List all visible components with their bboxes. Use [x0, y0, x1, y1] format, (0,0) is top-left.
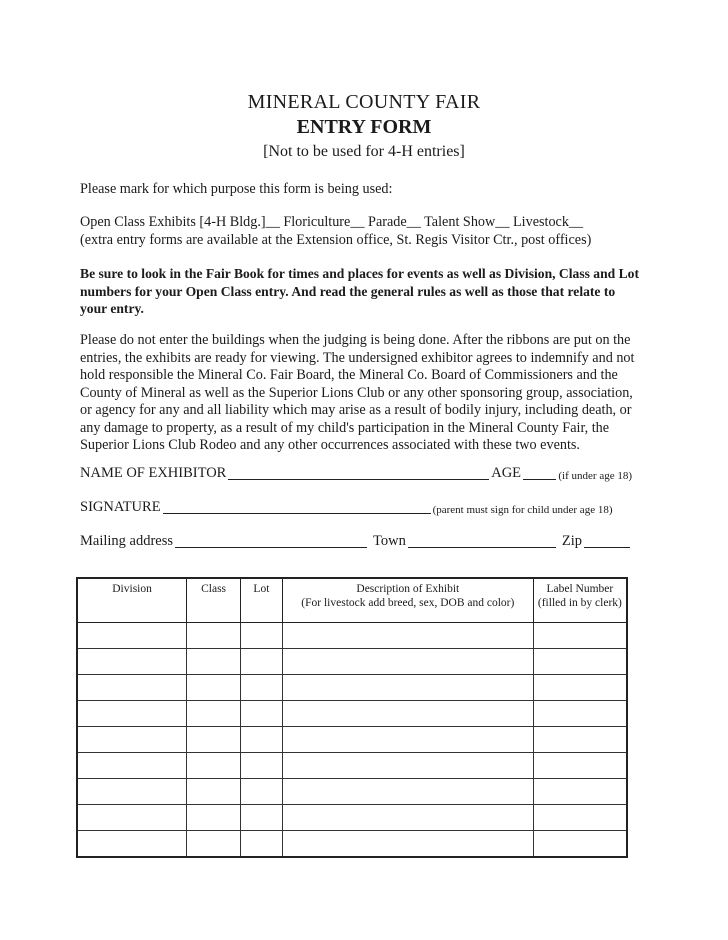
- cell-class[interactable]: [187, 831, 241, 858]
- cell-label-number[interactable]: [533, 805, 627, 831]
- cell-description[interactable]: [282, 623, 533, 649]
- town-field[interactable]: [408, 533, 556, 548]
- cell-description[interactable]: [282, 675, 533, 701]
- table-row: [77, 649, 627, 675]
- fair-book-notice: Be sure to look in the Fair Book for times and places for events as well as Division, Class and Lot numbers for your Open Class entry. And read the general rules as well as those that relate to your entry.: [80, 266, 640, 316]
- cell-label-number[interactable]: [533, 649, 627, 675]
- purpose-prompt: Please mark for which purpose this form is being used:: [80, 181, 393, 197]
- cell-label-number[interactable]: [533, 727, 627, 753]
- cell-description[interactable]: [282, 727, 533, 753]
- cell-class[interactable]: [187, 701, 241, 727]
- cell-class[interactable]: [187, 779, 241, 805]
- col-description-title: Description of Exhibit: [356, 583, 460, 595]
- cell-label-number[interactable]: [533, 779, 627, 805]
- zip-field[interactable]: [584, 533, 630, 548]
- cell-description[interactable]: [282, 779, 533, 805]
- cell-lot[interactable]: [240, 649, 282, 675]
- table-row: [77, 805, 627, 831]
- cell-division[interactable]: [77, 727, 187, 753]
- col-label-title: Label Number: [546, 583, 614, 595]
- cell-lot[interactable]: [240, 701, 282, 727]
- cell-description[interactable]: [282, 701, 533, 727]
- cell-division[interactable]: [77, 701, 187, 727]
- signature-note: (parent must sign for child under age 18): [432, 504, 613, 516]
- signature-label: SIGNATURE: [80, 499, 161, 515]
- cell-label-number[interactable]: [533, 753, 627, 779]
- table-row: [77, 753, 627, 779]
- col-description: [282, 578, 533, 623]
- cell-class[interactable]: [187, 623, 241, 649]
- col-class: Class: [187, 578, 241, 623]
- cell-lot[interactable]: [240, 753, 282, 779]
- availability-note: (extra entry forms are available at the Extension office, St. Regis Visitor Ctr., post offices): [80, 232, 592, 248]
- cell-division[interactable]: [77, 649, 187, 675]
- zip-label: Zip: [561, 533, 582, 549]
- cell-description[interactable]: [282, 831, 533, 858]
- table-row: [77, 675, 627, 701]
- exhibitor-name-field[interactable]: [228, 465, 489, 480]
- cell-division[interactable]: [77, 753, 187, 779]
- town-label: Town: [373, 533, 406, 549]
- cell-lot[interactable]: [240, 805, 282, 831]
- cell-label-number[interactable]: [533, 701, 627, 727]
- cell-lot[interactable]: [240, 831, 282, 858]
- col-label-note: (filled in by clerk): [537, 597, 622, 609]
- col-label-number: [533, 578, 627, 623]
- cell-division[interactable]: [77, 675, 187, 701]
- signature-row: [80, 496, 632, 516]
- age-field[interactable]: [523, 465, 556, 480]
- cell-lot[interactable]: [240, 779, 282, 805]
- liability-paragraph: Please do not enter the buildings when the judging is being done. After the ribbons are put on the entries, the exhibits are ready for viewing. The undersigned exhibitor agrees to indemnify and not hold responsible the Mineral Co. Fair Board, the Mineral Co. Board of Commissioners and the County of Mineral as well as the Superior Lions Club or any other sponsoring group, association, or agency for any and all liability which may arise as a result of bodily injury, including death, or any damage to property, as a result of my child's participation in the Mineral County Fair, the Superior Lions Club Rodeo and any other occurrences associated with these two events.: [80, 332, 635, 453]
- cell-lot[interactable]: [240, 727, 282, 753]
- age-note: (if under age 18): [558, 470, 632, 482]
- mailing-label: Mailing address: [80, 533, 174, 549]
- cell-class[interactable]: [187, 727, 241, 753]
- table-row: [77, 831, 627, 858]
- entry-table: [76, 577, 628, 858]
- cell-division[interactable]: [77, 831, 187, 858]
- form-note: [Not to be used for 4-H entries]: [263, 143, 465, 160]
- cell-label-number[interactable]: [533, 623, 627, 649]
- purpose-options: Open Class Exhibits [4-H Bldg.]__ Floriculture__ Parade__ Talent Show__ Livestock__: [80, 214, 584, 230]
- cell-description[interactable]: [282, 753, 533, 779]
- table-row: [77, 623, 627, 649]
- col-lot: Lot: [240, 578, 282, 623]
- fair-name: MINERAL COUNTY FAIR: [247, 91, 481, 113]
- table-row: [77, 727, 627, 753]
- table-row: [77, 701, 627, 727]
- cell-label-number[interactable]: [533, 831, 627, 858]
- cell-class[interactable]: [187, 649, 241, 675]
- form-header: [0, 90, 728, 164]
- form-title: ENTRY FORM: [296, 116, 432, 138]
- cell-division[interactable]: [77, 779, 187, 805]
- table-row: [77, 779, 627, 805]
- address-row: [80, 530, 632, 550]
- cell-description[interactable]: [282, 649, 533, 675]
- cell-division[interactable]: [77, 805, 187, 831]
- col-division: Division: [77, 578, 187, 623]
- age-label: AGE: [491, 465, 522, 481]
- exhibitor-label: NAME OF EXHIBITOR: [80, 465, 227, 481]
- cell-class[interactable]: [187, 805, 241, 831]
- cell-lot[interactable]: [240, 675, 282, 701]
- table-header-row: [77, 578, 627, 623]
- cell-description[interactable]: [282, 805, 533, 831]
- cell-label-number[interactable]: [533, 675, 627, 701]
- cell-division[interactable]: [77, 623, 187, 649]
- exhibitor-row: [80, 462, 632, 482]
- col-description-note: (For livestock add breed, sex, DOB and color): [301, 597, 515, 609]
- cell-class[interactable]: [187, 675, 241, 701]
- signature-field[interactable]: [163, 499, 431, 514]
- cell-class[interactable]: [187, 753, 241, 779]
- cell-lot[interactable]: [240, 623, 282, 649]
- mailing-address-field[interactable]: [175, 533, 367, 548]
